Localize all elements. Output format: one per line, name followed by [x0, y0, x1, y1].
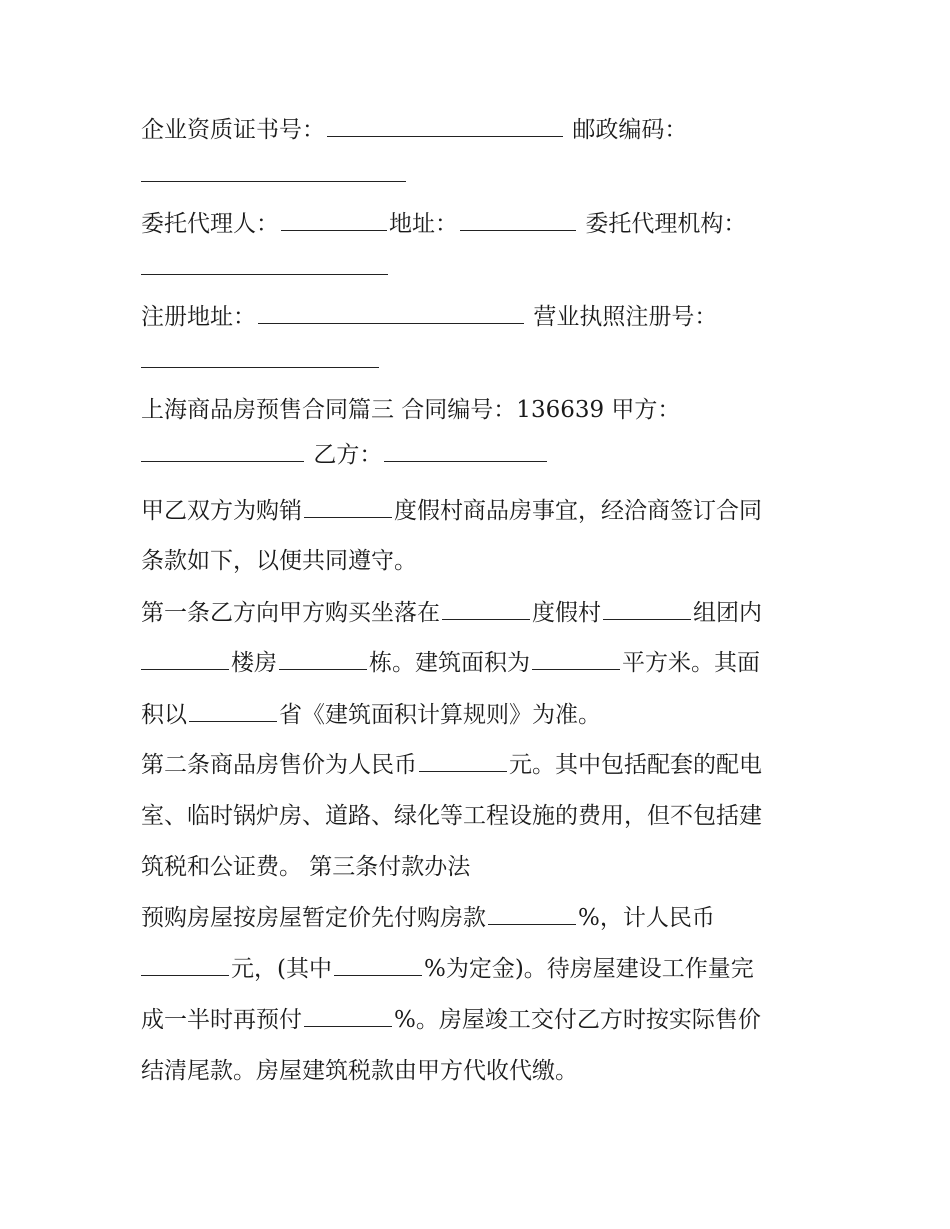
line-art2-b [141, 801, 821, 831]
blank-price[interactable] [419, 770, 507, 772]
line-agent [141, 209, 821, 239]
line-art2-a [141, 750, 821, 780]
line-license-blank [141, 346, 821, 376]
blank-down-payment-amount[interactable] [141, 974, 229, 976]
line-art3-c [141, 1005, 821, 1035]
line-art3-d [141, 1056, 821, 1086]
text-segment: 组团内 [693, 600, 762, 626]
postcode-label: 邮政编码： [572, 117, 688, 143]
text-segment: 元，(其中 [231, 956, 332, 982]
address-label: 地址： [389, 211, 458, 237]
text-segment: 平方米。其面 [622, 650, 760, 676]
line-contract-title [141, 395, 821, 425]
party-b-label: 乙方： [313, 442, 383, 468]
text-segment: 省《建筑面积计算规则》为准。 [279, 702, 601, 728]
blank-party-b[interactable] [384, 460, 547, 462]
contract-title: 上海商品房预售合同篇三 合同编号：136639 甲方： [141, 397, 681, 423]
text-segment: 度假村商品房事宜，经洽商签订合同 [394, 498, 762, 524]
line-party-b [141, 440, 821, 470]
text-segment: 筑税和公证费。 第三条付款办法 [141, 854, 471, 880]
reg-address-label: 注册地址： [141, 304, 256, 330]
blank-second-payment-percent[interactable] [304, 1025, 392, 1027]
blank-agency[interactable] [141, 273, 388, 275]
license-label: 营业执照注册号： [533, 304, 718, 330]
text-segment: 元。其中包括配套的配电 [509, 752, 762, 778]
text-segment: 第二条商品房售价为人民币 [141, 752, 417, 778]
text-segment: 甲乙双方为购销 [141, 498, 302, 524]
line-postcode-blank [141, 160, 821, 190]
text-segment: 栋。建筑面积为 [369, 650, 530, 676]
blank-party-a[interactable] [141, 460, 304, 462]
text-segment: 楼房 [231, 650, 277, 676]
blank-cert-number[interactable] [327, 135, 563, 137]
blank-reg-address[interactable] [258, 322, 524, 324]
text-segment: 度假村 [532, 600, 601, 626]
blank-resort-name[interactable] [304, 516, 392, 518]
blank-agent[interactable] [281, 229, 387, 231]
line-art3-a [141, 903, 821, 933]
agent-label: 委托代理人： [141, 211, 279, 237]
line-cert-postcode [141, 115, 821, 145]
text-segment: 积以 [141, 702, 187, 728]
line-art1-c [141, 700, 821, 730]
text-segment: %，计人民币 [578, 905, 715, 931]
blank-group[interactable] [603, 618, 691, 620]
blank-postcode[interactable] [141, 180, 406, 182]
text-segment: %。房屋竣工交付乙方时按实际售价 [394, 1007, 761, 1033]
text-segment: 结清尾款。房屋建筑税款由甲方代收代缴。 [141, 1058, 578, 1084]
line-para1-a [141, 496, 821, 526]
line-art1-a [141, 598, 821, 628]
line-para1-b [141, 546, 821, 576]
blank-building-type[interactable] [141, 668, 229, 670]
blank-area[interactable] [532, 668, 620, 670]
text-segment: %为定金)。待房屋建设工作量完 [423, 956, 754, 982]
blank-deposit-percent[interactable] [334, 974, 422, 976]
text-segment: 室、临时锅炉房、道路、绿化等工程设施的费用，但不包括建 [141, 803, 762, 829]
text-segment: 预购房屋按房屋暂定价先付购房款 [141, 905, 486, 931]
text-segment: 成一半时再预付 [141, 1007, 302, 1033]
blank-building-count[interactable] [279, 668, 367, 670]
blank-license[interactable] [141, 366, 379, 368]
blank-down-payment-percent[interactable] [488, 923, 576, 925]
blank-location[interactable] [442, 618, 530, 620]
line-agency-blank [141, 253, 821, 283]
line-art2-c [141, 852, 821, 882]
blank-province[interactable] [189, 720, 277, 722]
line-registered-address [141, 302, 821, 332]
line-art3-b [141, 954, 821, 984]
line-art1-b [141, 648, 821, 678]
text-segment: 第一条乙方向甲方购买坐落在 [141, 600, 440, 626]
text-segment: 条款如下，以便共同遵守。 [141, 548, 417, 574]
cert-label: 企业资质证书号： [141, 117, 325, 143]
blank-address[interactable] [460, 229, 576, 231]
agency-label: 委托代理机构： [585, 211, 747, 237]
